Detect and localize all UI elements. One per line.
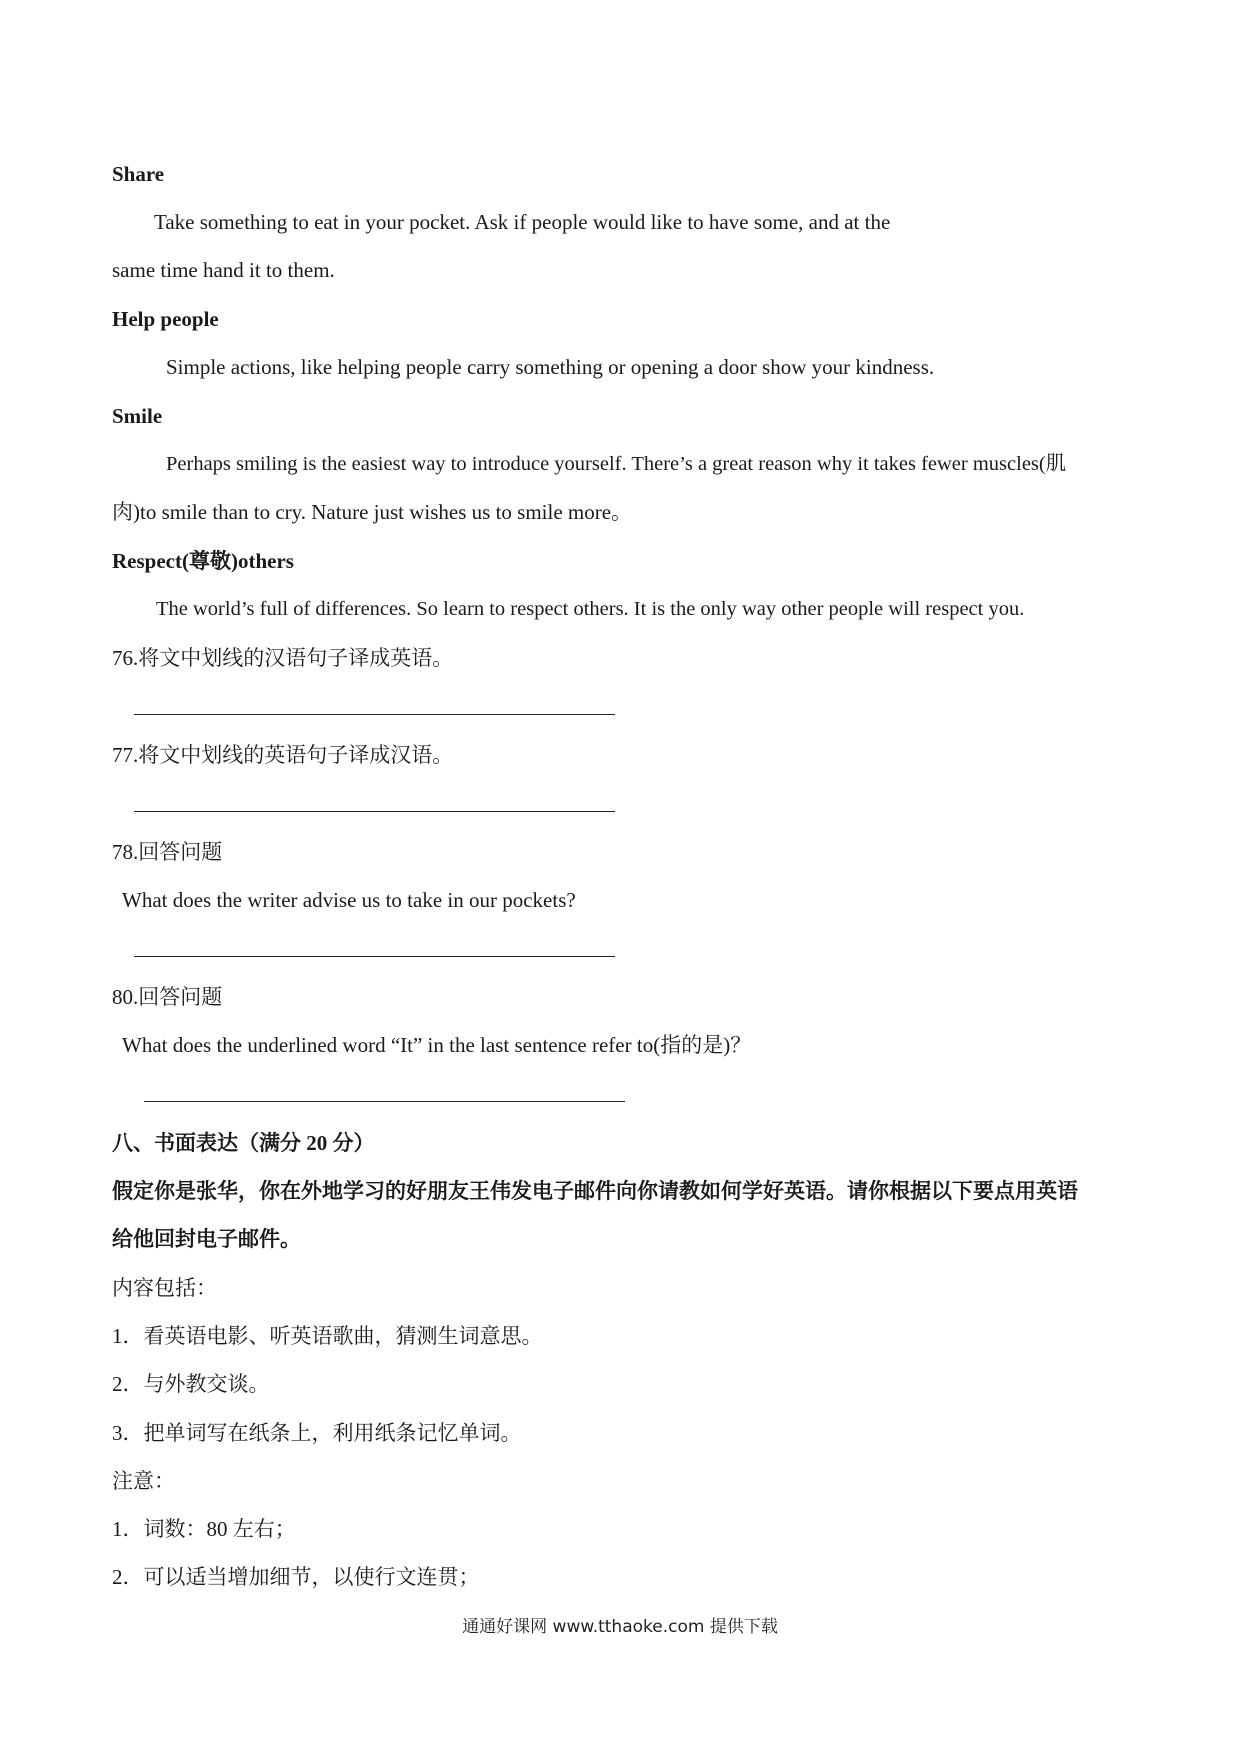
share-paragraph-line-1: Take something to eat in your pocket. Ask if people would like to have some, and at the: [154, 210, 891, 234]
question-78-answer-line[interactable]: [134, 956, 615, 957]
question-77-answer-line[interactable]: [134, 811, 615, 812]
help-people-heading: Help people: [112, 307, 219, 331]
writing-section-title: 八、书面表达（满分 20 分）: [112, 1131, 375, 1155]
question-80-label: 80.回答问题: [112, 985, 223, 1009]
share-paragraph-line-2: same time hand it to them.: [112, 258, 335, 282]
question-76-answer-line[interactable]: [134, 714, 615, 715]
notes-item-2: 2．可以适当增加细节，以使行文连贯；: [112, 1565, 480, 1589]
question-80-prompt: What does the underlined word “It” in the last sentence refer to(指的是)？: [122, 1033, 752, 1057]
smile-paragraph-line-2: 肉)to smile than to cry. Nature just wishes us to smile more。: [112, 500, 633, 524]
content-item-1: 1．看英语电影、听英语歌曲，猜测生词意思。: [112, 1324, 543, 1348]
respect-heading: Respect(尊敬)others: [112, 549, 294, 573]
smile-paragraph-line-1: Perhaps smiling is the easiest way to introduce yourself. There’s a great reason why it takes fewer muscles(肌: [166, 453, 1067, 475]
question-80-answer-line[interactable]: [144, 1101, 625, 1102]
question-78-label: 78.回答问题: [112, 840, 223, 864]
respect-paragraph: The world’s full of differences. So learn to respect others. It is the only way other people will respect you.: [156, 598, 1025, 620]
help-people-paragraph: Simple actions, like helping people carry something or opening a door show your kindness.: [166, 355, 935, 379]
notes-item-1: 1．词数：80 左右；: [112, 1517, 296, 1541]
question-78-prompt: What does the writer advise us to take in our pockets?: [122, 888, 576, 912]
content-item-3: 3．把单词写在纸条上，利用纸条记忆单词。: [112, 1421, 522, 1445]
question-76-label: 76.将文中划线的汉语句子译成英语。: [112, 646, 454, 670]
content-item-2: 2．与外教交谈。: [112, 1372, 270, 1396]
notes-label: 注意：: [112, 1469, 175, 1493]
share-heading: Share: [112, 162, 165, 186]
question-77-label: 77.将文中划线的英语句子译成汉语。: [112, 743, 454, 767]
page-footer: 通通好课网 www.tthaoke.com 提供下载: [462, 1617, 778, 1637]
writing-task-line-1: 假定你是张华，你在外地学习的好朋友王伟发电子邮件向你请教如何学好英语。请你根据以下要点用英语: [112, 1179, 1078, 1203]
content-label: 内容包括：: [112, 1276, 217, 1300]
smile-heading: Smile: [112, 404, 163, 428]
writing-task-line-2: 给他回封电子邮件。: [112, 1227, 301, 1251]
